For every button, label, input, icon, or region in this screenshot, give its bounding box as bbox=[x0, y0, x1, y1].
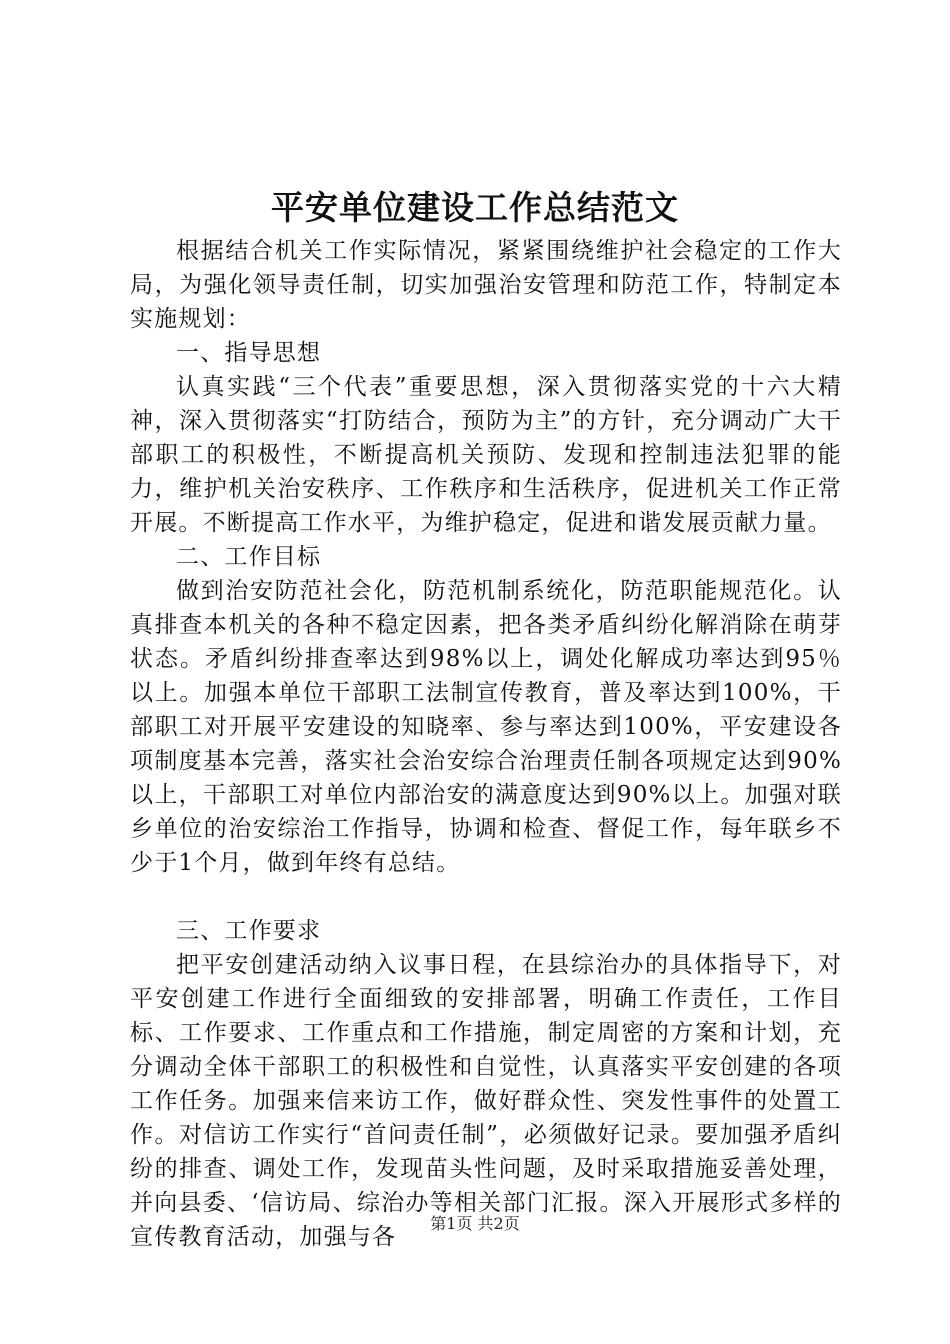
intro-paragraph: 根据结合机关工作实际情况，紧紧围绕维护社会稳定的工作大局，为强化领导责任制，切实加强治安管理和防范工作，特制定本实施规划： bbox=[130, 238, 842, 332]
section-heading-work-goals: 二、工作目标 bbox=[176, 544, 322, 570]
section-body-guiding-ideology: 认真实践“三个代表”重要思想，深入贯彻落实党的十六大精神，深入贯彻落实“打防结合，预防为主”的方针，充分调动广大干部职工的积极性，不断提高机关预防、发现和控制违法犯罪的能力，维护机关治安秩序、工作秩序和生活秩序，促进机关工作正常开展。不断提高工作水平，为维护稳定，促进和谐发展贡献力量。 bbox=[130, 374, 842, 536]
document-title: 平安单位建设工作总结范文 bbox=[271, 188, 679, 227]
section-heading-work-requirements: 三、工作要求 bbox=[176, 918, 322, 944]
section-heading-guiding-ideology: 一、指导思想 bbox=[176, 340, 322, 366]
document-body bbox=[130, 234, 842, 1254]
section-body-work-requirements: 把平安创建活动纳入议事日程，在县综治办的具体指导下，对平安创建工作进行全面细致的安排部署，明确工作责任，工作目标、工作要求、工作重点和工作措施，制定周密的方案和计划，充分调动全体干部职工的积极性和自觉性，认真落实平安创建的各项工作任务。加强来信来访工作，做好群众性、突发性事件的处置工作。对信访工作实行“首问责任制”，必须做好记录。要加强矛盾纠纷的排查、调处工作，发现苗头性问题，及时采取措施妥善处理，并向县委、‘信访局、综治办等相关部门汇报。深入开展形式多样的宣传教育活动，加强与各 bbox=[130, 952, 842, 1250]
section-body-work-goals: 做到治安防范社会化，防范机制系统化，防范职能规范化。认真排查本机关的各种不稳定因素，把各类矛盾纠纷化解消除在萌芽状态。矛盾纠纷排查率达到98%以上，调处化解成功率达到95％以上。加强本单位干部职工法制宣传教育，普及率达到100%，干部职工对开展平安建设的知晓率、参与率达到100%，平安建设各项制度基本完善，落实社会治安综合治理责任制各项规定达到90%以上，干部职工对单位内部治安的满意度达到90%以上。加强对联乡单位的治安综治工作指导，协调和检查、督促工作，每年联乡不少于1个月，做到年终有总结。 bbox=[130, 578, 842, 876]
page-footer: 第1页 共2页 bbox=[430, 1214, 520, 1233]
paragraph-spacer bbox=[130, 880, 842, 914]
